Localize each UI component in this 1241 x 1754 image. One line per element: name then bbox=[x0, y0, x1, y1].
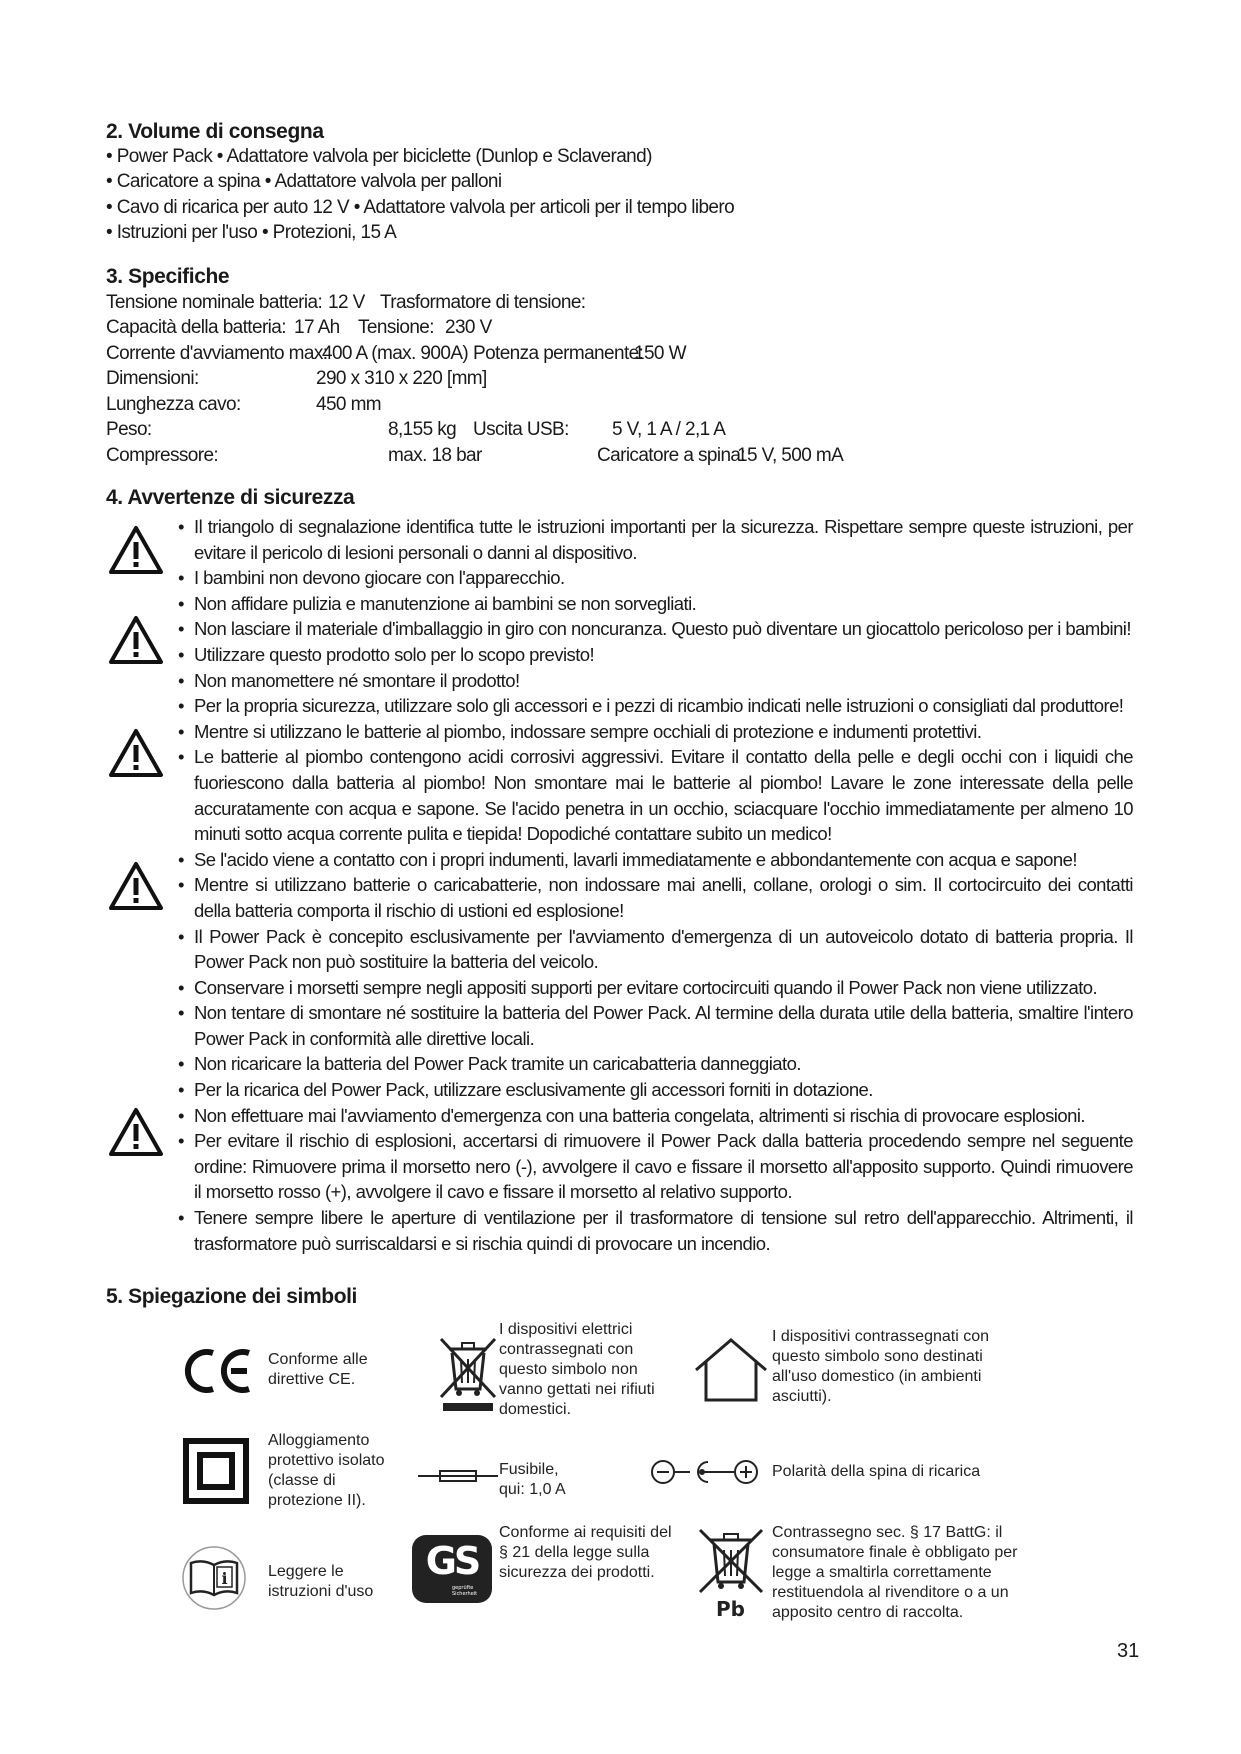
warning-item: • Mentre si utilizzano le batterie al piombo, indossare sempre occhiali di protezione e indumenti protettivi. bbox=[178, 719, 1133, 745]
section-3-title: 3. Specifiche bbox=[106, 265, 230, 288]
safety-warnings-list bbox=[178, 514, 1133, 1256]
gs-text: Conforme ai requisiti del § 21 della legge sulla sicurezza dei prodotti. bbox=[499, 1524, 672, 1581]
warning-item: • Se l'acido viene a contatto con i propri indumenti, lavarli immediatamente e abbondantemente con acqua e sapone! bbox=[178, 847, 1133, 873]
spec-value: 400 A (max. 900A) bbox=[322, 343, 469, 364]
ce-text: Conforme alle direttive CE. bbox=[268, 1351, 368, 1388]
spec-label: Peso: bbox=[106, 419, 152, 440]
warning-item: • Non lasciare il materiale d'imballaggio in giro con noncuranza. Questo può diventare un giocattolo pericoloso per i bambini! bbox=[178, 616, 1133, 642]
warning-item: • Non tentare di smontare né sostituire la batteria del Power Pack. Al termine della durata utile della batteria, smaltire l'intero Power Pack in conformità alle direttive locali. bbox=[178, 1000, 1133, 1051]
house-icon bbox=[690, 1336, 772, 1404]
manual-text: Leggere le istruzioni d'uso bbox=[268, 1563, 374, 1600]
weee-text: I dispositivi elettrici contrassegnati con questo simbolo non vanno gettati nei rifiuti domestici. bbox=[499, 1321, 655, 1418]
page-number: 31 bbox=[1117, 1640, 1140, 1662]
warning-item: • Per evitare il rischio di esplosioni, accertarsi di rimuovere il Power Pack dalla batteria procedendo sempre nel seguente ordine: Rimuovere prima il morsetto nero (-), avvolgere il cavo e fissare il morsetto all'apposito supporto. Quindi rimuovere il morsetto rosso (+), avvolgere il cavo e fissare il morsetto al relativo supporto. bbox=[178, 1128, 1133, 1205]
delivery-line: • Istruzioni per l'uso • Protezioni, 15 A bbox=[106, 222, 397, 243]
section-2-title: 2. Volume di consegna bbox=[106, 120, 324, 143]
spec-label: Caricatore a spina: bbox=[597, 445, 746, 466]
spec-label: Corrente d'avviamento max: bbox=[106, 343, 328, 364]
spec-value: 290 x 310 x 220 [mm] bbox=[316, 368, 487, 389]
gs-mark-icon: GS geprüfte Sicherheit bbox=[412, 1535, 492, 1603]
polarity-icon bbox=[650, 1458, 760, 1486]
spec-label: Trasformatore di tensione: bbox=[380, 292, 586, 313]
delivery-line: • Power Pack • Adattatore valvola per biciclette (Dunlop e Sclaverand) bbox=[106, 146, 652, 167]
spec-value: 8,155 kg bbox=[388, 419, 457, 440]
crossed-bin-icon bbox=[437, 1335, 499, 1413]
pb-label: Pb bbox=[716, 1597, 745, 1621]
spec-label: Capacità della batteria: bbox=[106, 317, 286, 338]
ce-mark-icon bbox=[183, 1347, 253, 1395]
warning-item: • Il triangolo di segnalazione identifica tutte le istruzioni importanti per la sicurezza. Rispettare sempre queste istruzioni, per evitare il pericolo di lesioni personali o danni al dispositivo. bbox=[178, 514, 1133, 565]
warning-item: • Mentre si utilizzano batterie o caricabatterie, non indossare mai anelli, collane, orologi o sim. Il cortocircuito dei contatti della batteria comporta il rischio di ustioni ed esplosione! bbox=[178, 872, 1133, 923]
polarity-text: Polarità della spina di ricarica bbox=[772, 1463, 981, 1480]
battg-text: Contrassegno sec. § 17 BattG: il consumatore finale è obbligato per legge a smaltirla correttamente restituendola al rivenditore o a un apposito centro di raccolta. bbox=[772, 1524, 1018, 1621]
spec-value: 230 V bbox=[445, 317, 492, 338]
warning-item: • Non effettuare mai l'avviamento d'emergenza con una batteria congelata, altrimenti si rischia di provocare esplosioni. bbox=[178, 1103, 1133, 1129]
fuse-text: Fusibile, qui: 1,0 A bbox=[499, 1461, 566, 1498]
spec-value: 5 V, 1 A / 2,1 A bbox=[612, 419, 726, 440]
spec-label: Uscita USB: bbox=[473, 419, 569, 440]
warning-triangle-icon bbox=[108, 861, 164, 911]
warning-item: • Tenere sempre libere le aperture di ventilazione per il trasformatore di tensione sul retro dell'apparecchio. Altrimenti, il trasformatore può surriscaldarsi e si rischia quindi di provocare un incendio. bbox=[178, 1205, 1133, 1256]
warning-item: • Le batterie al piombo contengono acidi corrosivi aggressivi. Evitare il contatto della pelle e degli occhi con i liquidi che fuoriescono dalla batteria al piombo! Non smontare mai le batterie al piombo! Lavare le zone interessate della pelle accuratamente con acqua e sapone. Se l'acido penetra in un occhio, sciacquare l'occhio immediatamente per almeno 10 minuti sotto acqua corrente pulita e tiepida! Dopodiché contattare subito un medico! bbox=[178, 744, 1133, 846]
class-ii-text: Alloggiamento protettivo isolato (classe di protezione II). bbox=[268, 1432, 385, 1509]
warning-item: • Per la propria sicurezza, utilizzare solo gli accessori e i pezzi di ricambio indicati nelle istruzioni o consigliati dal produttore! bbox=[178, 693, 1133, 719]
section-4-title: 4. Avvertenze di sicurezza bbox=[106, 486, 355, 509]
spec-label: Tensione nominale batteria: bbox=[106, 292, 323, 313]
spec-value: 15 V, 500 mA bbox=[737, 445, 844, 466]
warning-item: • Il Power Pack è concepito esclusivamente per l'avviamento d'emergenza di un autoveicolo dotato di batteria propria. Il Power Pack non può sostituire la batteria del veicolo. bbox=[178, 924, 1133, 975]
warning-item: • I bambini non devono giocare con l'apparecchio. bbox=[178, 565, 1133, 591]
warning-triangle-icon bbox=[108, 615, 164, 665]
warning-item: • Non affidare pulizia e manutenzione ai bambini se non sorvegliati. bbox=[178, 591, 1133, 617]
spec-label: Tensione: bbox=[358, 317, 434, 338]
warning-triangle-icon bbox=[108, 525, 164, 575]
svg-text:i: i bbox=[221, 1569, 228, 1588]
warning-item: • Non manomettere né smontare il prodotto! bbox=[178, 668, 1133, 694]
read-manual-icon bbox=[181, 1545, 247, 1611]
house-text: I dispositivi contrassegnati con questo simbolo sono destinati all'uso domestico (in ambienti asciutti). bbox=[772, 1328, 989, 1405]
spec-label: Lunghezza cavo: bbox=[106, 394, 241, 415]
spec-label: Dimensioni: bbox=[106, 368, 199, 389]
fuse-icon bbox=[418, 1468, 498, 1484]
spec-label: Potenza permanente: bbox=[473, 343, 644, 364]
warning-triangle-icon bbox=[108, 1107, 164, 1157]
delivery-line: • Cavo di ricarica per auto 12 V • Adattatore valvola per articoli per il tempo libero bbox=[106, 197, 735, 218]
class-ii-insulation-icon bbox=[183, 1438, 249, 1504]
warning-item: • Conservare i morsetti sempre negli appositi supporti per evitare cortocircuiti quando il Power Pack non viene utilizzato. bbox=[178, 975, 1133, 1001]
spec-value: 450 mm bbox=[316, 394, 382, 415]
delivery-line: • Caricatore a spina • Adattatore valvola per palloni bbox=[106, 171, 502, 192]
section-5-title: 5. Spiegazione dei simboli bbox=[106, 1285, 357, 1308]
spec-value: max. 18 bar bbox=[388, 445, 482, 466]
spec-value: 12 V bbox=[328, 292, 365, 313]
spec-label: Compressore: bbox=[106, 445, 219, 466]
warning-item: • Per la ricarica del Power Pack, utilizzare esclusivamente gli accessori forniti in dotazione. bbox=[178, 1077, 1133, 1103]
warning-item: • Non ricaricare la batteria del Power Pack tramite un caricabatteria danneggiato. bbox=[178, 1051, 1133, 1077]
warning-item: • Utilizzare questo prodotto solo per lo scopo previsto! bbox=[178, 642, 1133, 668]
spec-value: 17 Ah bbox=[294, 317, 340, 338]
warning-triangle-icon bbox=[108, 728, 164, 778]
spec-value: 150 W bbox=[634, 343, 686, 364]
